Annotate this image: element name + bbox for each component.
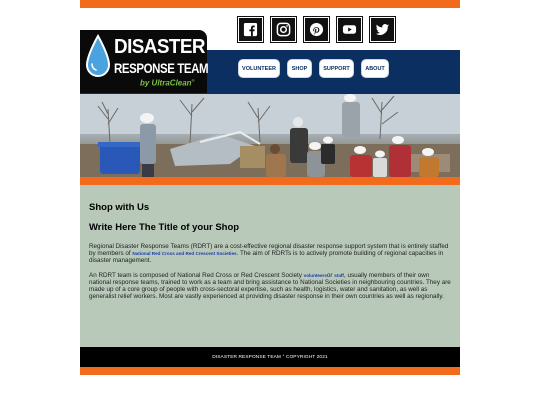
brand-name-line2: RESPONSE TEAM [114,60,209,76]
team-paragraph: An RDRT team is composed of National Red Cross or Red Crescent Society volunteersor staff, usually members of their own national response teams, trained to work as a team and bring assistance to National Societies in neighbouring countries. They are made up of a core group of people with cross-sectoral expertise, such as health, logistics, water and sanitation, as well as generalist relief workers. Most are vastly experienced at providing disaster response in their own countries as well as regionally. [89,271,451,301]
hero-accent-bar [80,177,460,185]
water-drop-icon [84,33,112,81]
intro-paragraph: Regional Disaster Response Teams (RDRT) are a cost-effective regional disaster response support system that is entirely staffed by members of National Red Cross and Red Crescent Societies. The aim of RDRTs is to actively promote building of regional capacities in disaster management. [89,243,449,265]
brand-logo[interactable] [80,30,207,93]
page-heading: Shop with Us [89,202,150,213]
twitter-icon[interactable] [370,17,395,42]
instagram-icon[interactable] [271,17,296,42]
youtube-icon[interactable] [337,17,362,42]
staff-link[interactable]: staff [334,272,344,278]
social-links [238,17,395,42]
shop-title: Write Here The Title of your Shop [89,222,240,233]
footer [80,347,460,367]
copyright-text: DISASTER RESPONSE TEAM ° COPYRIGHT 2021 [212,354,328,360]
nav-shop-button[interactable]: SHOP [288,60,311,77]
top-accent-bar [80,0,460,8]
facebook-icon[interactable] [238,17,263,42]
page-container [80,0,460,375]
nav-support-button[interactable]: SUPPORT [320,60,353,77]
hero-image [80,94,460,177]
nav-about-button[interactable]: ABOUT [362,60,388,77]
bottom-accent-bar [80,367,460,375]
brand-name-line1: DISASTER [114,35,205,58]
hero-photo-illustration [80,94,460,177]
volunteers-link[interactable]: volunteers [303,272,327,278]
brand-byline: by UltraClean® [140,78,195,88]
main-nav [239,60,388,77]
nav-volunteer-button[interactable]: VOLUNTEER [239,60,279,77]
red-cross-societies-link[interactable]: National Red Cross and Red Crescent Societies [132,251,237,257]
main-content [80,185,460,347]
pinterest-icon[interactable] [304,17,329,42]
